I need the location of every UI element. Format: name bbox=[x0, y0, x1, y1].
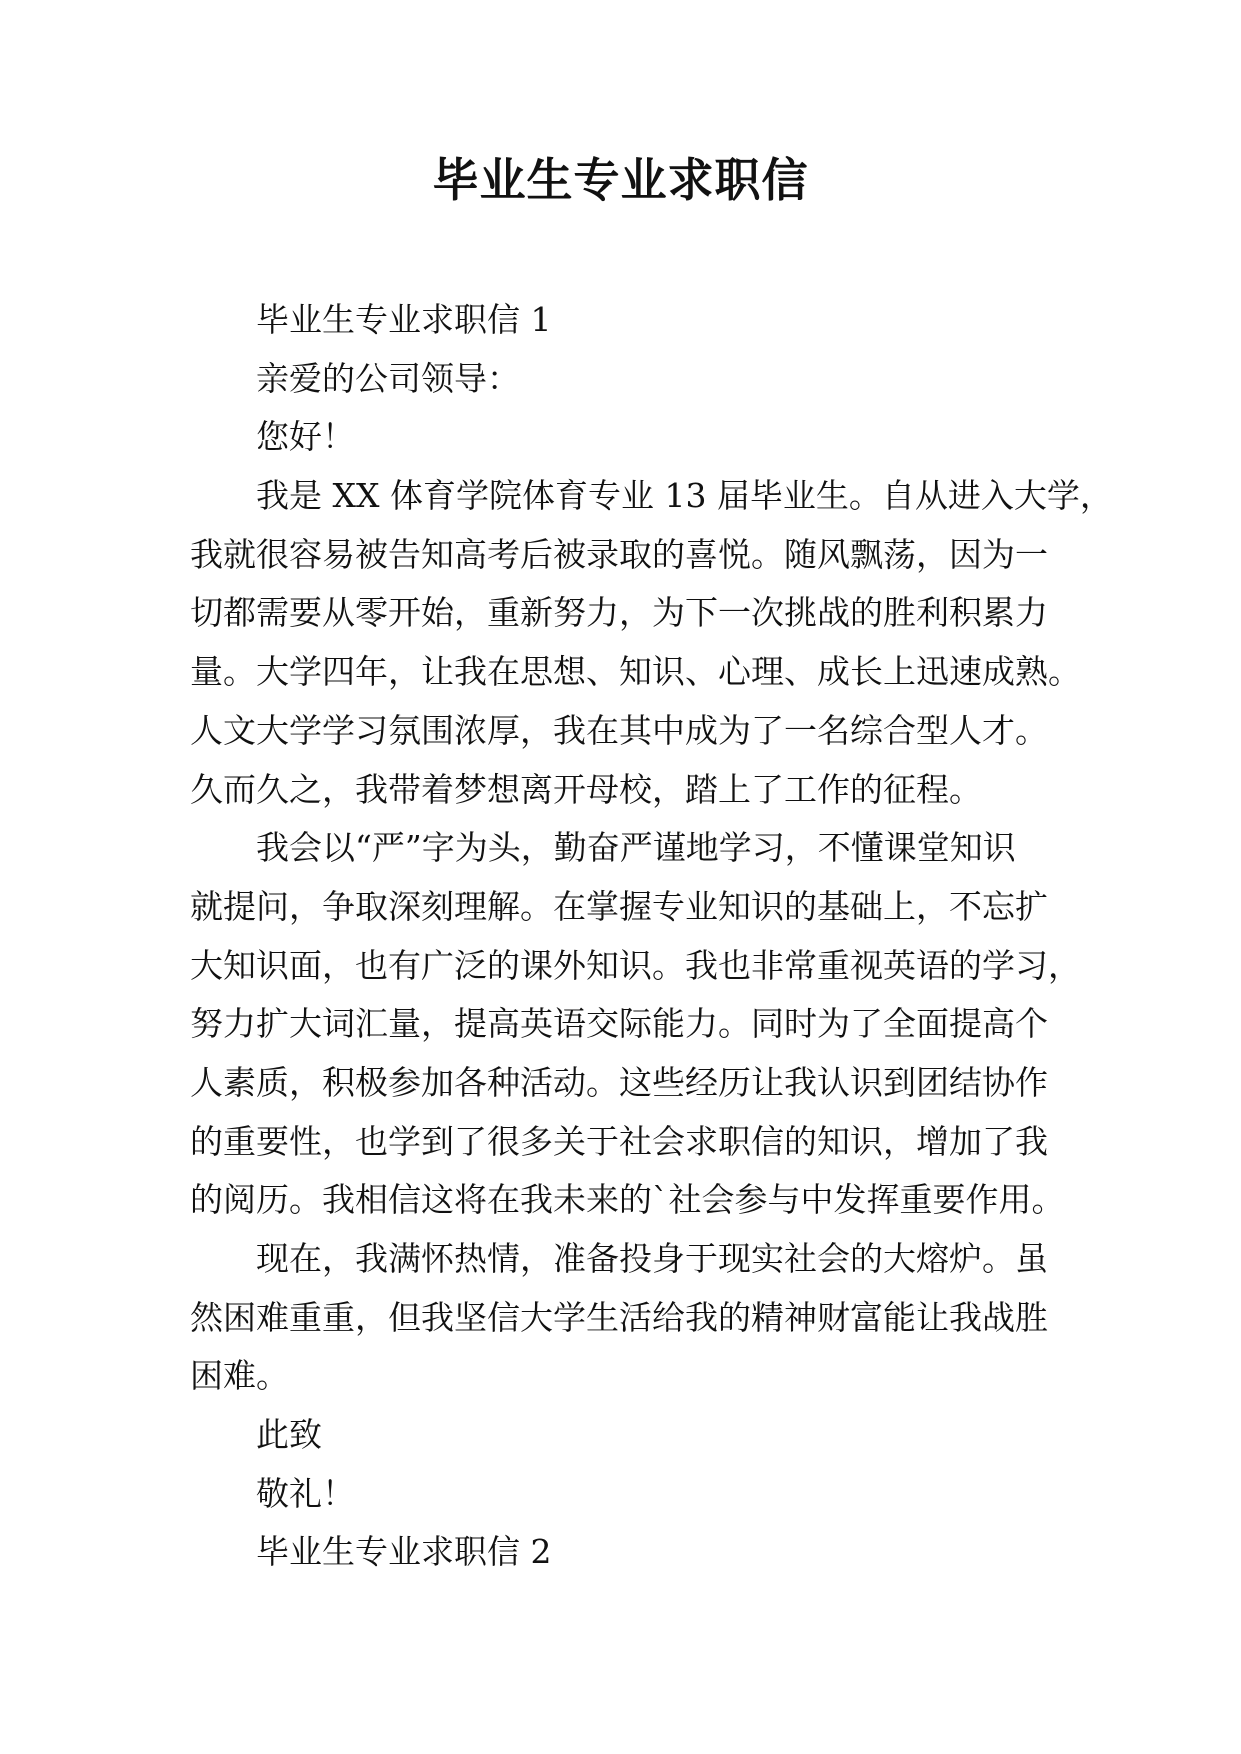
paragraph-1-line-1: 我是 XX 体育学院体育专业 13 届毕业生。自从进入大学， bbox=[256, 476, 1113, 516]
paragraph-2-line-7: 的阅历。我相信这将在我未来的`社会参与中发挥重要作用。 bbox=[190, 1180, 1065, 1220]
paragraph-1-line-5: 人文大学学习氛围浓厚，我在其中成为了一名综合型人才。 bbox=[190, 710, 1048, 750]
paragraph-2-line-1: 我会以“严”字为头，勤奋严谨地学习，不懂课堂知识 bbox=[256, 828, 1016, 868]
salutation: 亲爱的公司领导： bbox=[256, 358, 520, 398]
paragraph-2-line-2: 就提问，争取深刻理解。在掌握专业知识的基础上，不忘扩 bbox=[190, 886, 1048, 926]
greeting: 您好！ bbox=[256, 417, 355, 457]
section-heading-1: 毕业生专业求职信 1 bbox=[256, 300, 552, 339]
closing-phrase: 此致 bbox=[256, 1415, 322, 1455]
paragraph-1-line-4: 量。大学四年，让我在思想、知识、心理、成长上迅速成熟。 bbox=[190, 652, 1081, 692]
document-body bbox=[190, 291, 1113, 1582]
paragraph-2-line-5: 人素质，积极参加各种活动。这些经历让我认识到团结协作 bbox=[190, 1062, 1048, 1102]
paragraph-1-line-3: 切都需要从零开始，重新努力，为下一次挑战的胜利积累力 bbox=[190, 593, 1048, 633]
paragraph-2-line-3: 大知识面，也有广泛的课外知识。我也非常重视英语的学习， bbox=[190, 945, 1081, 985]
closing-salute: 敬礼！ bbox=[256, 1473, 355, 1513]
paragraph-3-line-2: 然困难重重，但我坚信大学生活给我的精神财富能让我战胜 bbox=[190, 1297, 1048, 1337]
paragraph-2-line-4: 努力扩大词汇量，提高英语交际能力。同时为了全面提高个 bbox=[190, 1004, 1048, 1044]
section-heading-2: 毕业生专业求职信 2 bbox=[256, 1532, 552, 1572]
document-title: 毕业生专业求职信 bbox=[432, 153, 809, 207]
paragraph-3-line-1: 现在，我满怀热情，准备投身于现实社会的大熔炉。虽 bbox=[256, 1239, 1048, 1278]
paragraph-1-line-2: 我就很容易被告知高考后被录取的喜悦。随风飘荡，因为一 bbox=[190, 534, 1048, 574]
paragraph-2-line-6: 的重要性，也学到了很多关于社会求职信的知识，增加了我 bbox=[190, 1121, 1048, 1161]
paragraph-1-line-6: 久而久之，我带着梦想离开母校，踏上了工作的征程。 bbox=[190, 769, 982, 809]
paragraph-3-line-3: 困难。 bbox=[190, 1356, 289, 1396]
